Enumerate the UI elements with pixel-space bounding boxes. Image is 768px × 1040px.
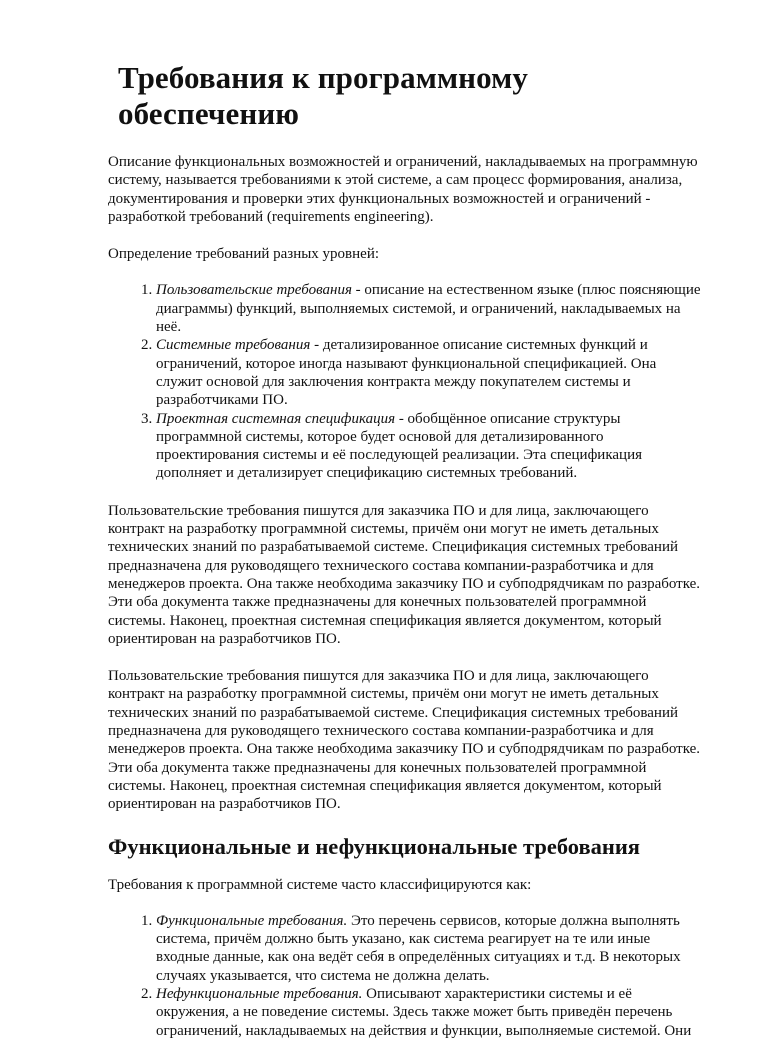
classification-intro-paragraph: Требования к программной системе часто классифицируются как:	[108, 876, 532, 893]
classes-list	[108, 912, 704, 1040]
list-item-text: Это перечень сервисов, которые должна выполнять система, причём должно быть указано, как система реагирует на те или иные входные данные, как она ведёт себя в определённых ситуациях и т.д. В некоторых случаях указывается, что система не должна делать.	[156, 912, 681, 984]
list-item	[156, 912, 704, 985]
list-item	[156, 336, 704, 409]
page-title: Требования к программному обеспечению	[118, 60, 528, 131]
levels-list	[108, 281, 704, 482]
levels-intro-paragraph: Определение требований разных уровней:	[108, 246, 380, 263]
list-item-text: Описывают характеристики системы и её окружения, а не поведение системы. Здесь также может быть приведён перечень ограничений, накладываемых на действия и функции, выполняемые системой. Они	[156, 985, 692, 1039]
section-heading: Функциональные и нефункциональные требования	[108, 833, 640, 859]
list-item-term: Функциональные требования.	[156, 912, 348, 929]
list-item-text: - обобщённое описание структуры программной системы, которое будет основой для детализированного проектирования системы и её последующей реализации. Эта спецификация дополняет и детализирует спецификацию системных требований.	[156, 410, 643, 482]
list-item-text: - детализированное описание системных функций и ограничений, которое иногда называют функциональной спецификацией. Она служит основой для заключения контракта между покупателем системы и разработчиками ПО.	[156, 337, 657, 409]
list-item	[156, 281, 704, 336]
list-item	[156, 410, 704, 483]
list-item-term: Проектная системная спецификация	[156, 410, 396, 427]
list-item-text: - описание на естественном языке (плюс поясняющие диаграммы) функций, выполняемых системой, и ограничений, накладываемых на неё.	[156, 282, 701, 336]
users-paragraph-1: Пользовательские требования пишутся для заказчика ПО и для лица, заключающего контракт на разработку программной системы, причём они могут не иметь детальных технических знаний по разрабатываемой системе. Спецификация системных требований предназначена для руководящего технического состава компании-разработчика и для менеджеров проекта. Она также необходима заказчику ПО и субподрядчикам по разработке. Эти оба документа также предназначены для конечных пользователей программной системы. Наконец, проектная системная спецификация является документом, который ориентирован на разработчиков ПО.	[108, 502, 701, 647]
list-item	[156, 985, 704, 1040]
list-item-term: Пользовательские требования	[156, 282, 352, 299]
list-item-term: Системные требования	[156, 337, 311, 354]
users-paragraph-2: Пользовательские требования пишутся для заказчика ПО и для лица, заключающего контракт на разработку программной системы, причём они могут не иметь детальных технических знаний по разрабатываемой системе. Спецификация системных требований предназначена для руководящего технического состава компании-разработчика и для менеджеров проекта. Она также необходима заказчику ПО и субподрядчикам по разработке. Эти оба документа также предназначены для конечных пользователей программной системы. Наконец, проектная системная спецификация является документом, который ориентирован на разработчиков ПО.	[108, 668, 701, 813]
list-item-term: Нефункциональные требования.	[156, 985, 363, 1002]
intro-paragraph: Описание функциональных возможностей и ограничений, накладываемых на программную систему, называется требованиями к этой системе, а сам процесс формирования, анализа, документирования и проверки этих функциональных возможностей и ограничений - разработкой требований (requirements engineering).	[108, 154, 698, 225]
